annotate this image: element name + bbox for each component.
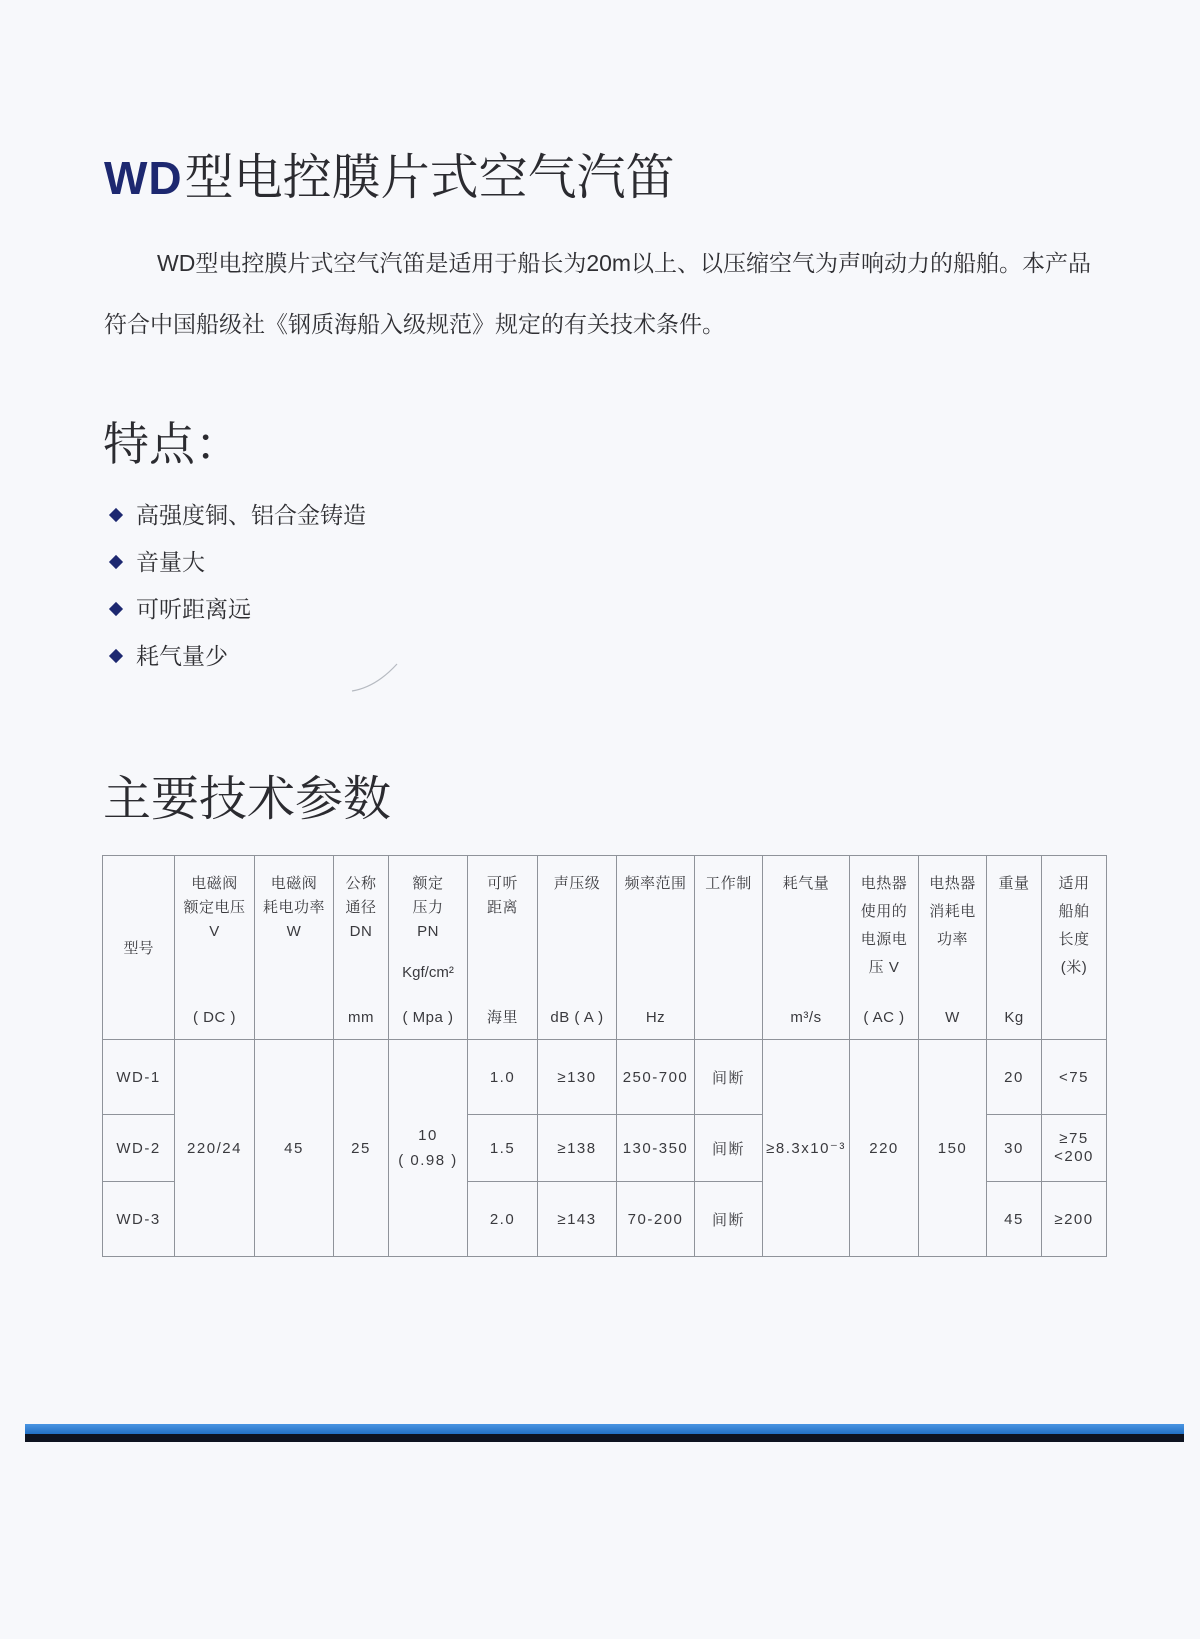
cell-ship-length: ≥200 — [1042, 1182, 1107, 1257]
header-label: PN — [417, 923, 439, 940]
header-label: 电磁阀 — [270, 875, 318, 892]
footer-band-dark — [25, 1434, 1184, 1442]
diamond-bullet-icon — [109, 555, 123, 569]
header-unit: 海里 — [486, 1009, 518, 1026]
cell-duty: 间断 — [695, 1182, 763, 1257]
header-label: 长度 — [1058, 931, 1090, 948]
feature-text: 耗气量少 — [136, 643, 228, 669]
header-nominal-bore — [334, 856, 389, 1040]
header-label: 额定电压 — [183, 899, 246, 916]
header-unit: Kg — [1004, 1009, 1024, 1026]
cell-ship-length: <75 — [1042, 1040, 1107, 1115]
feature-item — [104, 498, 366, 545]
header-audible-range — [468, 856, 538, 1040]
ship-length-line: <200 — [1054, 1148, 1094, 1165]
header-label: 通径 — [345, 899, 377, 916]
cell-sound-pressure: ≥130 — [538, 1040, 617, 1115]
footer-band-blue — [25, 1424, 1184, 1434]
header-ship-length — [1042, 856, 1107, 1040]
header-unit: m³/s — [790, 1009, 822, 1026]
features-heading: 特点： — [103, 418, 241, 470]
cell-frequency: 250-700 — [617, 1040, 695, 1115]
specs-heading: 主要技术参数 — [103, 773, 392, 826]
cell-weight: 20 — [987, 1040, 1042, 1115]
ship-length-line: ≥75 — [1059, 1130, 1089, 1147]
spec-table-header-row — [103, 856, 1107, 1040]
cell-model: WD-1 — [103, 1040, 175, 1115]
cell-ship-length — [1042, 1115, 1107, 1182]
header-label: V — [209, 923, 220, 940]
header-unit: dB ( A ) — [550, 1009, 604, 1026]
header-label: 电源电 — [860, 931, 908, 948]
header-label: 功率 — [936, 931, 968, 948]
header-model — [103, 856, 175, 1040]
header-label: W — [286, 923, 302, 940]
header-sub-unit: Kgf/cm² — [402, 964, 454, 981]
header-label: 适用 — [1058, 875, 1090, 892]
header-rated-pressure — [389, 856, 468, 1040]
header-label: 公称 — [345, 875, 377, 892]
header-unit: ( DC ) — [193, 1009, 236, 1026]
header-weight — [987, 856, 1042, 1040]
cell-valve-power: 45 — [255, 1040, 334, 1257]
cell-model: WD-3 — [103, 1182, 175, 1257]
header-label: 压力 — [412, 899, 444, 916]
feature-text: 音量大 — [136, 549, 205, 575]
cell-weight: 30 — [987, 1115, 1042, 1182]
cell-valve-voltage: 220/24 — [175, 1040, 255, 1257]
pen-stroke-mark — [350, 660, 400, 696]
header-duty — [695, 856, 763, 1040]
diamond-bullet-icon — [109, 649, 123, 663]
cell-heater-voltage: 220 — [850, 1040, 919, 1257]
cell-heater-power: 150 — [919, 1040, 987, 1257]
header-label: 额定 — [412, 875, 444, 892]
header-valve-voltage — [175, 856, 255, 1040]
cell-sound-pressure: ≥138 — [538, 1115, 617, 1182]
table-row — [103, 1040, 1107, 1115]
diamond-bullet-icon — [109, 508, 123, 522]
header-label: 距离 — [486, 899, 518, 916]
feature-text: 可听距离远 — [136, 596, 251, 622]
header-unit: W — [945, 1009, 960, 1026]
diamond-bullet-icon — [109, 602, 123, 616]
header-label: 船舶 — [1058, 903, 1090, 920]
spec-table — [102, 855, 1107, 1257]
header-unit: ( AC ) — [863, 1009, 905, 1026]
cell-frequency: 70-200 — [617, 1182, 695, 1257]
header-frequency — [617, 856, 695, 1040]
cell-rated-pressure — [389, 1040, 468, 1257]
header-label: 电磁阀 — [191, 875, 238, 892]
cell-model: WD-2 — [103, 1115, 175, 1182]
header-label: 消耗电 — [929, 903, 976, 920]
feature-item — [104, 545, 366, 592]
intro-line-1: WD型电控膜片式空气汽笛是适用于船长为20m以上、以压缩空气为声响动力的船舶。本产品 — [157, 250, 1092, 276]
title-name: 型电控膜片式空气汽笛 — [184, 151, 675, 205]
header-label: 使用的 — [860, 903, 908, 920]
feature-item — [104, 592, 366, 639]
header-label: (米) — [1060, 959, 1088, 976]
header-sound-pressure — [538, 856, 617, 1040]
header-label: 耗电功率 — [262, 899, 325, 916]
cell-weight: 45 — [987, 1182, 1042, 1257]
header-label: 型号 — [123, 940, 154, 957]
feature-item — [104, 639, 366, 686]
header-label: 重量 — [998, 875, 1030, 892]
cell-audible-range: 2.0 — [468, 1182, 538, 1257]
cell-sound-pressure: ≥143 — [538, 1182, 617, 1257]
cell-duty: 间断 — [695, 1115, 763, 1182]
header-label: DN — [349, 923, 373, 940]
page-title — [104, 147, 675, 209]
pressure-value: 10 — [418, 1127, 438, 1144]
header-unit: ( Mpa ) — [402, 1009, 454, 1026]
cell-frequency: 130-350 — [617, 1115, 695, 1182]
header-label: 电热器 — [929, 875, 976, 892]
cell-duty: 间断 — [695, 1040, 763, 1115]
header-label: 工作制 — [705, 875, 752, 892]
pressure-value-mpa: ( 0.98 ) — [398, 1152, 458, 1169]
header-unit: Hz — [645, 1009, 666, 1026]
header-label: 频率范围 — [624, 875, 687, 892]
cell-nominal-bore: 25 — [334, 1040, 389, 1257]
feature-text: 高强度铜、铝合金铸造 — [136, 502, 366, 528]
cell-air-consumption: ≥8.3x10⁻³ — [763, 1040, 850, 1257]
header-heater-power — [919, 856, 987, 1040]
cell-audible-range: 1.0 — [468, 1040, 538, 1115]
header-label: 可听 — [486, 875, 518, 892]
header-label: 电热器 — [860, 875, 908, 892]
intro-line-2: 符合中国船级社《钢质海船入级规范》规定的有关技术条件。 — [104, 311, 725, 337]
header-air-consumption — [763, 856, 850, 1040]
header-valve-power — [255, 856, 334, 1040]
title-model: WD — [104, 152, 183, 204]
header-label: 压 V — [868, 959, 900, 976]
header-heater-voltage — [850, 856, 919, 1040]
header-unit: mm — [348, 1009, 374, 1026]
header-label: 声压级 — [553, 875, 601, 892]
cell-audible-range: 1.5 — [468, 1115, 538, 1182]
header-label: 耗气量 — [782, 875, 830, 892]
features-list — [104, 498, 366, 686]
